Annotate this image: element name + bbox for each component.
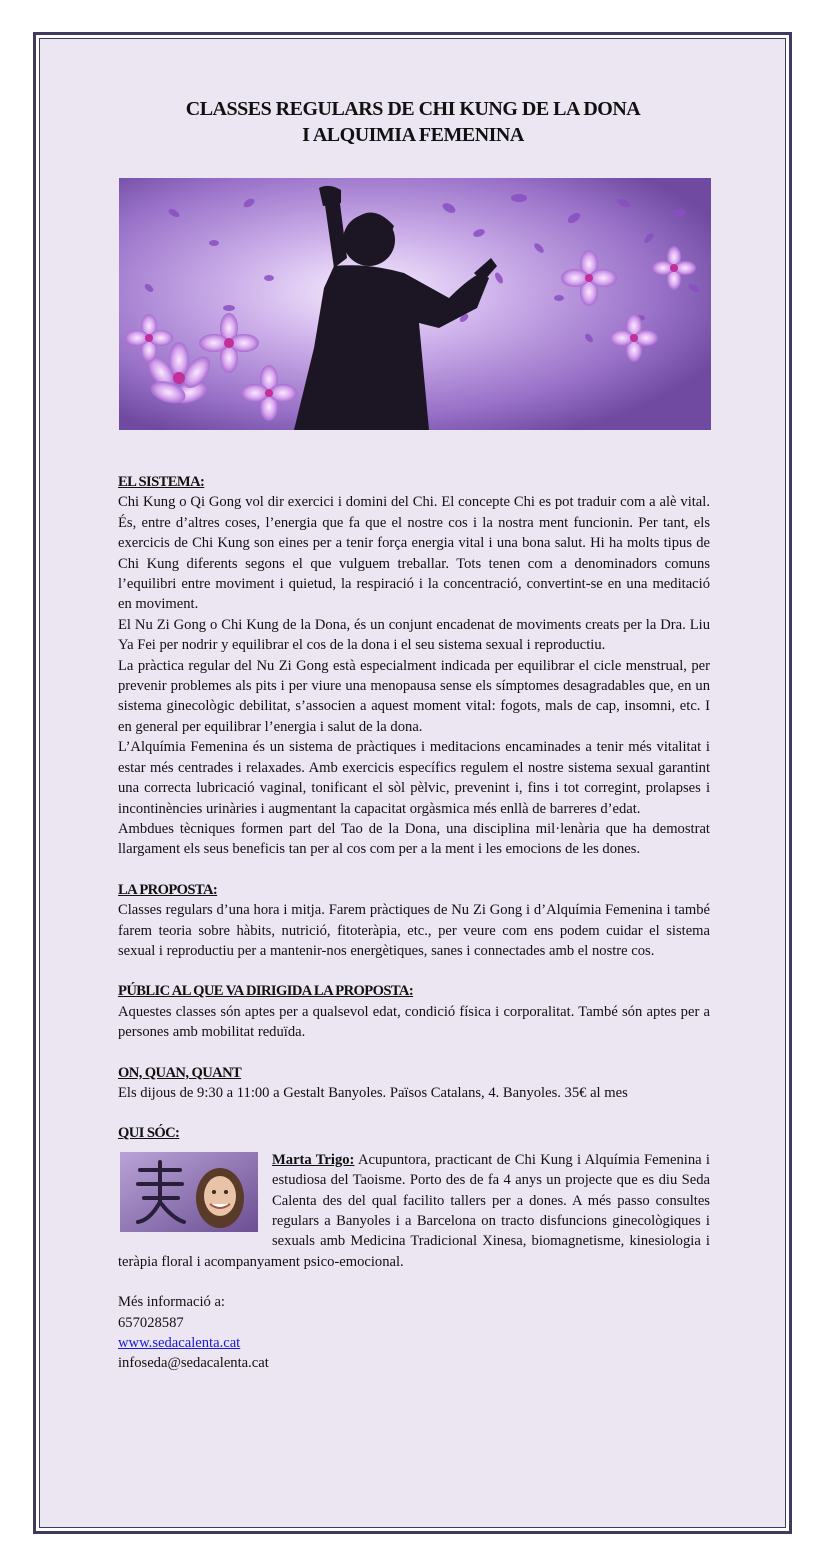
email-address: infoseda@sedacalenta.cat — [118, 1355, 269, 1372]
section-heading-public: PÚBLIC AL QUE VA DIRIGIDA LA PROPOSTA: — [118, 983, 414, 1000]
sistema-paragraph: Ambdues tècniques formen part del Tao de la Dona, una disciplina mil·lenària que ha demostrat llargament els seus beneficis tan per al cos com per a la ment i les emocions de les dones. — [118, 820, 710, 858]
proposta-paragraph: Classes regulars d’una hora i mitja. Farem pràctiques de Nu Zi Gong i d’Alquímia Femenina i també farem teoria sobre hàbits, nutrició, fitoteràpia, etc., per veure com ens podem cuidar el sistema sexual i reproductiu per a mantenir-nos energètiques, sanes i connectades amb el nostre cos. — [118, 902, 710, 959]
phone-number: 657028587 — [118, 1314, 184, 1331]
bio-block — [118, 1150, 710, 1272]
section-heading-proposta: LA PROPOSTA: — [118, 881, 218, 898]
hero-image — [119, 178, 711, 430]
section-heading-sistema: EL SISTEMA: — [118, 474, 205, 490]
sistema-paragraph: El Nu Zi Gong o Chi Kung de la Dona, és un conjunt encadenat de moviments creats per la Dra. Liu Ya Fei per nodrir y equilibrar el cos de la dona i el seu sistema sexual i reproductiu. — [118, 616, 710, 654]
chi-kung-silhouette-illustration — [119, 178, 711, 430]
section-heading-on-quan-quant: ON, QUAN, QUANT — [118, 1064, 242, 1081]
sistema-paragraph: Chi Kung o Qi Gong vol dir exercici i domini del Chi. El concepte Chi es pot traduir com a alè vital. És, entre d’altres coses, l’energia que fa que el nostre cos i la nostra ment funcionin. Per tant, els exercicis de Chi Kung son eines per a tenir força energia vital i una bona salut. Hi ha molts tipus de Chi Kung diferents segons el que vulguem treballar. Tots tenen com a denominadors comuns l’equilibri entre moviment i quietud, la respiració i la concentració, convertint-se en una meditació en moviment. — [118, 494, 710, 613]
title-line-1: CLASSES REGULARS DE CHI KUNG DE LA DONA — [185, 98, 641, 120]
sistema-paragraph: L’Alquímia Femenina és un sistema de pràctiques i meditacions encaminades a tenir més vitalitat i estar més centrades i relaxades. Amb exercicis específics regulem el nostre sistema sexual garantint una correcta lubricació vaginal, tonificant el sòl pèlvic, prevenint i, fins i tot corregint, prolapses i incontinències urinàries i augmentant la capacitat orgàsmica més enllà de barreres d’edat. — [118, 739, 710, 817]
contact-info — [118, 1292, 710, 1374]
author-name: Marta Trigo: — [272, 1151, 355, 1168]
title-line-2: I ALQUIMIA FEMENINA — [302, 124, 524, 146]
section-heading-qui-soc: QUI SÓC: — [118, 1125, 180, 1142]
website-link[interactable]: www.sedacalenta.cat — [118, 1335, 241, 1352]
document-title — [118, 96, 708, 148]
author-photo — [120, 1152, 258, 1232]
sistema-paragraph: La pràctica regular del Nu Zi Gong està especialment indicada per equilibrar el cicle menstrual, per prevenir problemes als pits i per viure una menopausa sense els símptomes desagradables que, en un sistema ginecològic debilitat, s’associen a aquest moment vital: fogots, mals de cap, insomni, etc. I en general per equilibrar l’energia i salut de la dona. — [118, 657, 710, 735]
main-content — [118, 472, 710, 1374]
bio-text: Acupuntora, practicant de Chi Kung i Alquímia Femenina i estudiosa del Taoisme. Porto des de fa 4 anys un projecte que es diu Seda Calenta des del qual facilito tallers per a dones. A més passo consultes regulars a Banyoles i a Barcelona on tracto disfuncions ginecològiques i sexuals amb Medicina Tradicional Xinesa, biomagnetisme, kinesiologia i teràpia floral i acompanyament psico-emocional. — [118, 1151, 710, 1270]
public-paragraph: Aquestes classes són aptes per a qualsevol edat, condició física i corporalitat. També són aptes per a persones amb mobilitat reduïda. — [118, 1003, 710, 1041]
info-label: Més informació a: — [118, 1294, 225, 1311]
on-quan-quant-paragraph: Els dijous de 9:30 a 11:00 a Gestalt Banyoles. Països Catalans, 4. Banyoles. 35€ al mes — [118, 1084, 628, 1101]
